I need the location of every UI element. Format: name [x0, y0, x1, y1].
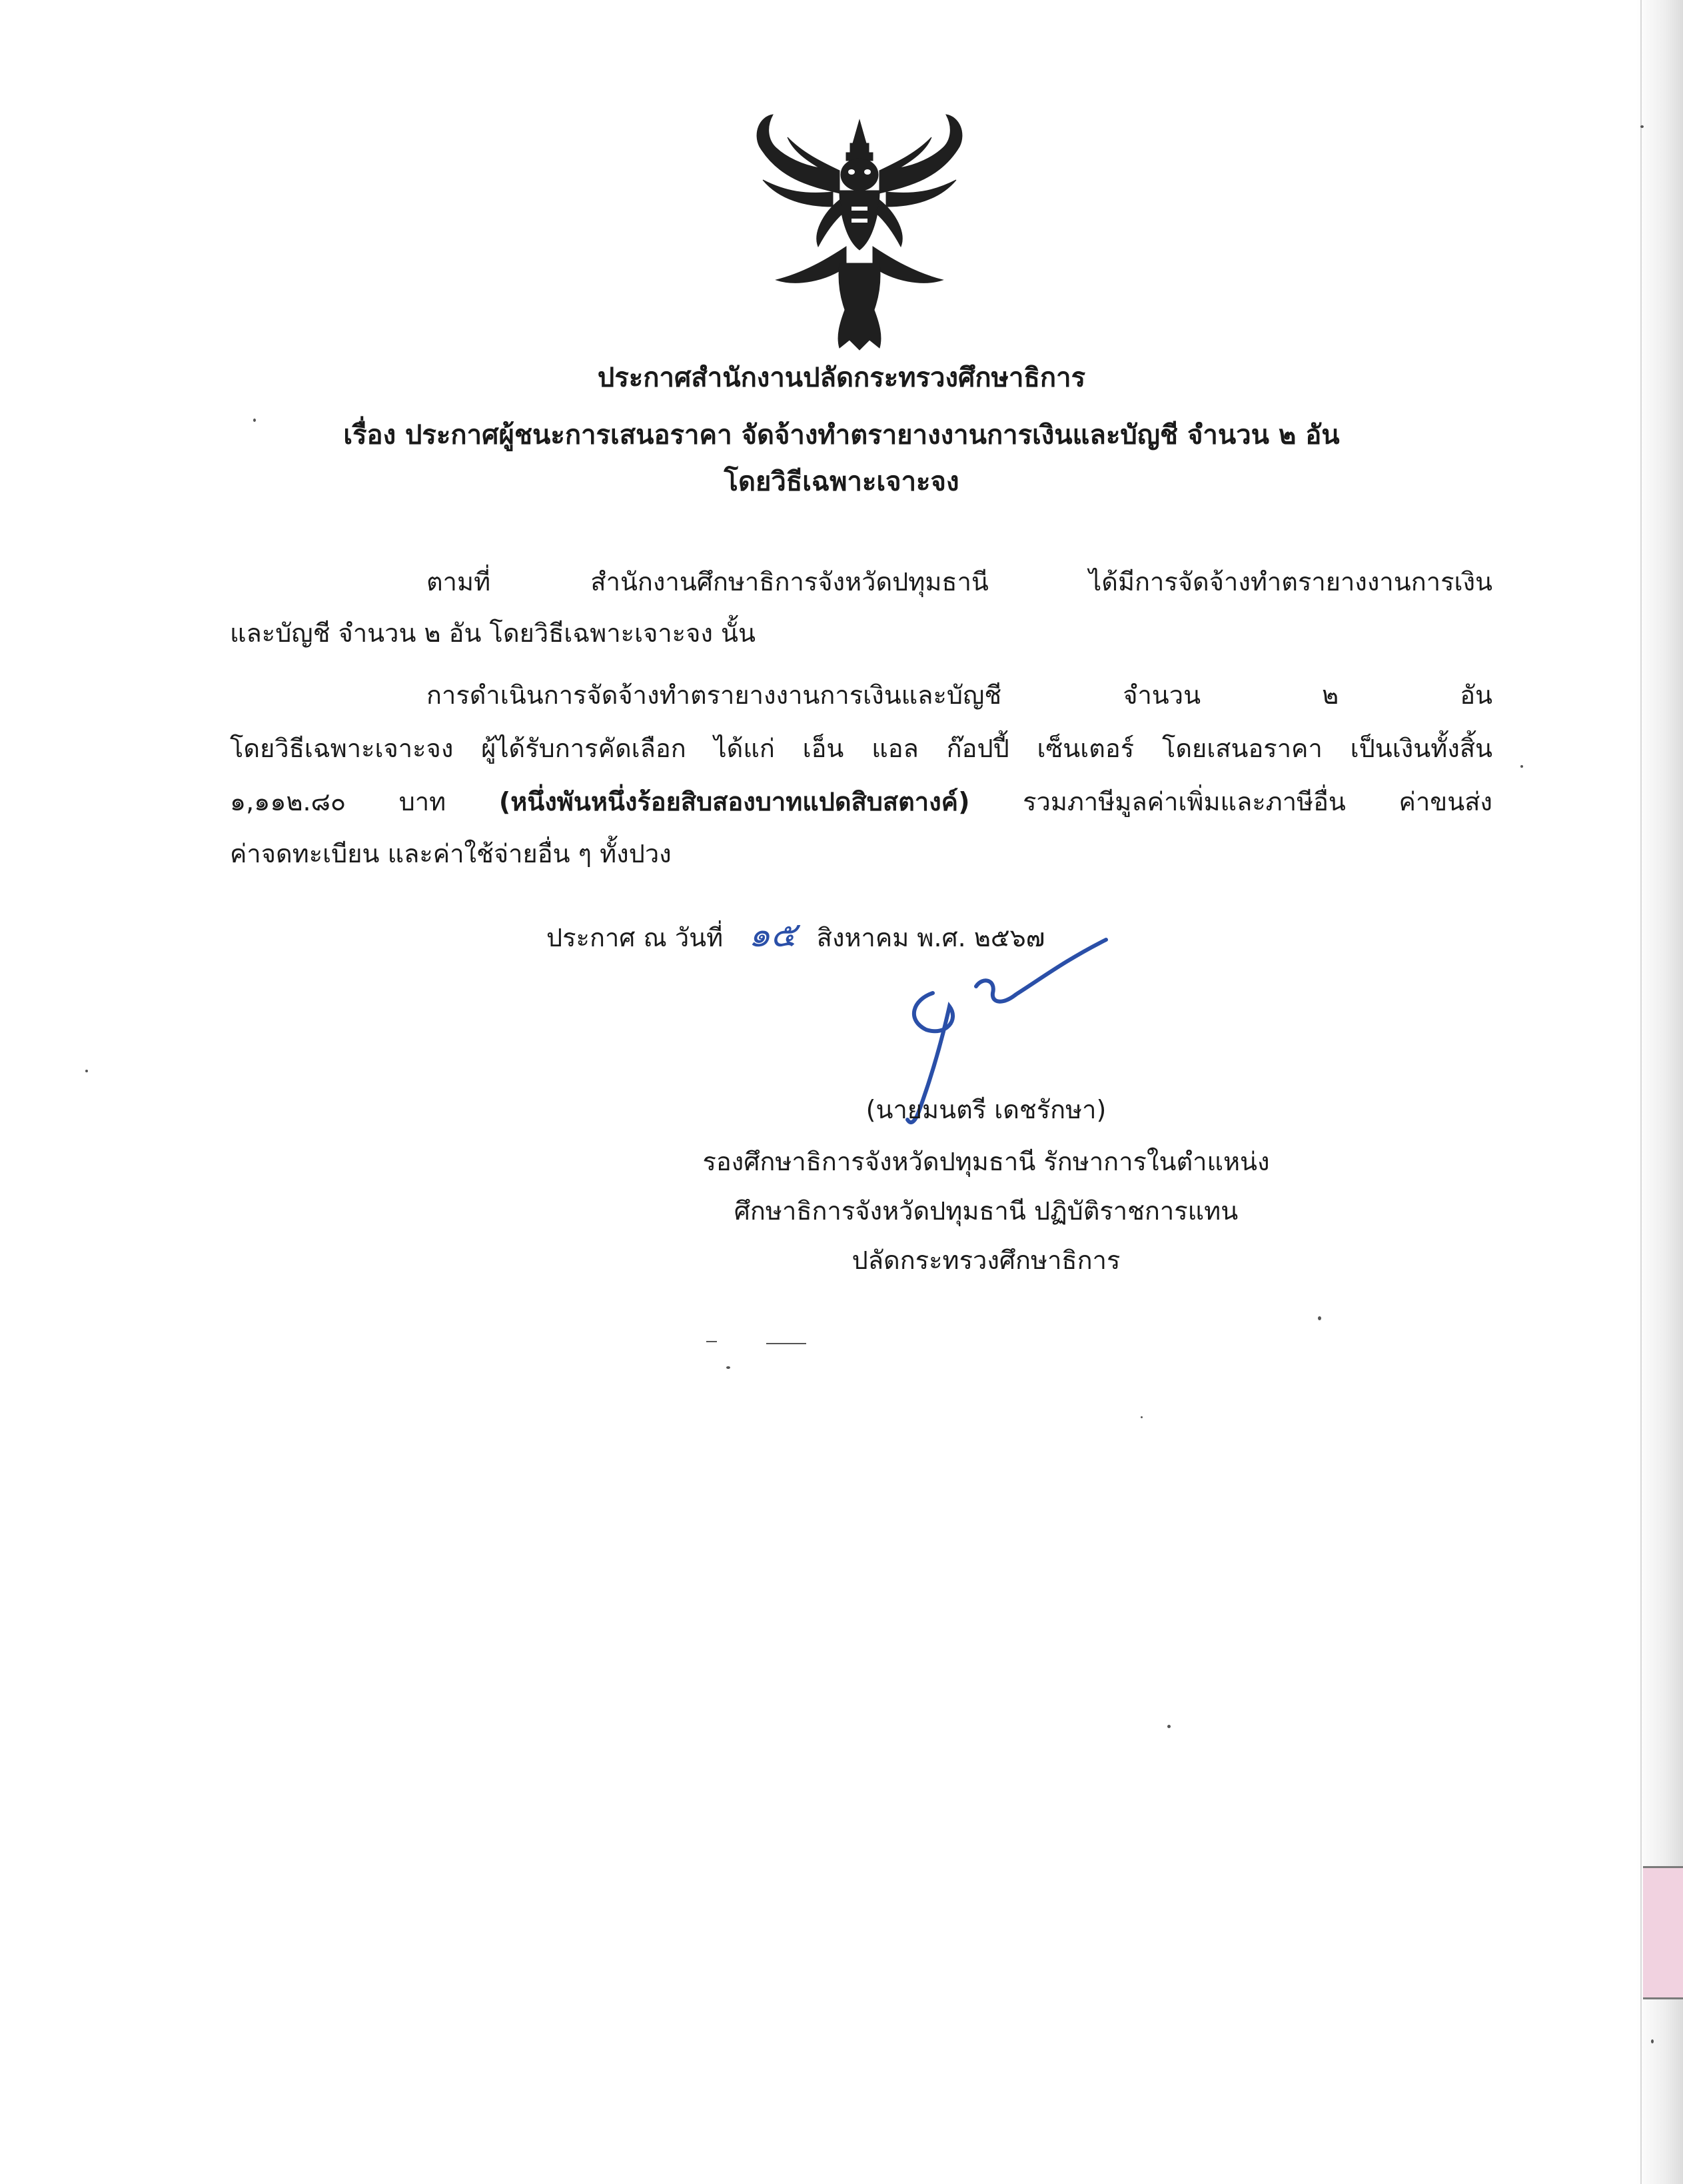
pink-strip-top-line: [1643, 1866, 1683, 1868]
document-title: ประกาศสำนักงานปลัดกระทรวงศึกษาธิการ: [597, 363, 1086, 393]
amount-in-words: (หนึ่งพันหนึ่งร้อยสิบสองบาทแปดสิบสตางค์): [498, 787, 970, 816]
document-subject: เรื่อง ประกาศผู้ชนะการเสนอราคา จัดจ้างทำตรายางงานการเงินและบัญชี จำนวน ๒ อัน: [343, 420, 1340, 451]
scan-speck: [1318, 1316, 1321, 1320]
pink-paper-strip: [1643, 1866, 1683, 1999]
signatory-position-2: ศึกษาธิการจังหวัดปทุมธานี ปฏิบัติราชการแทน: [734, 1196, 1239, 1226]
amount-inclusions: รวมภาษีมูลค่าเพิ่มและภาษีอื่น ค่าขนส่ง: [1023, 787, 1492, 816]
scan-speck: [726, 1366, 730, 1369]
scan-speck: [1640, 125, 1644, 128]
signatory-position-3: ปลัดกระทรวงศึกษาธิการ: [851, 1246, 1121, 1275]
scan-speck: [1520, 765, 1523, 768]
date-day-handwritten: ๑๕: [748, 915, 797, 955]
paragraph-1-line-1: ตามที่ สำนักงานศึกษาธิการจังหวัดปทุมธานี ได้มีการจัดจ้างทำตรายางงานการเงิน: [426, 567, 1492, 596]
signatory-name: (นายมนตรี เดชรักษา): [865, 1095, 1107, 1124]
contract-amount: ๑,๑๑๒.๘๐ บาท: [230, 787, 446, 816]
date-month-year: สิงหาคม พ.ศ. ๒๕๖๗: [816, 923, 1045, 952]
scan-speck: [85, 1070, 88, 1072]
garuda-emblem-icon: [740, 107, 979, 353]
paragraph-2-line-4: ค่าจดทะเบียน และค่าใช้จ่ายอื่น ๆ ทั้งปวง: [230, 839, 672, 868]
scan-speck: [1141, 1416, 1143, 1418]
paragraph-1-line-2: และบัญชี จำนวน ๒ อัน โดยวิธีเฉพาะเจาะจง นั้น: [230, 618, 756, 648]
procurement-method: โดยวิธีเฉพาะเจาะจง: [724, 467, 959, 497]
scan-speck: [766, 1343, 806, 1344]
scan-speck: [1167, 1725, 1171, 1728]
paper-edge-line: [1640, 0, 1642, 2184]
scan-speck: [706, 1341, 717, 1342]
scan-speck: [1651, 2039, 1654, 2043]
signatory-position-1: รองศึกษาธิการจังหวัดปทุมธานี รักษาการในตำแหน่ง: [702, 1147, 1270, 1176]
paragraph-2-line-2: โดยวิธีเฉพาะเจาะจง ผู้ได้รับการคัดเลือก ได้แก่ เอ็น แอล ก๊อปปี้ เซ็นเตอร์ โดยเสนอราคา เป็นเงินทั้งสิ้น: [230, 734, 1492, 763]
paper-edge-shadow: [1636, 0, 1683, 2184]
pink-strip-bottom-line: [1643, 1997, 1683, 1999]
paragraph-2-line-3: [230, 785, 1492, 818]
date-prefix: ประกาศ ณ วันที่: [546, 923, 724, 952]
paragraph-2-line-1: การดำเนินการจัดจ้างทำตรายางงานการเงินและบัญชี จำนวน ๒ อัน: [426, 680, 1492, 710]
